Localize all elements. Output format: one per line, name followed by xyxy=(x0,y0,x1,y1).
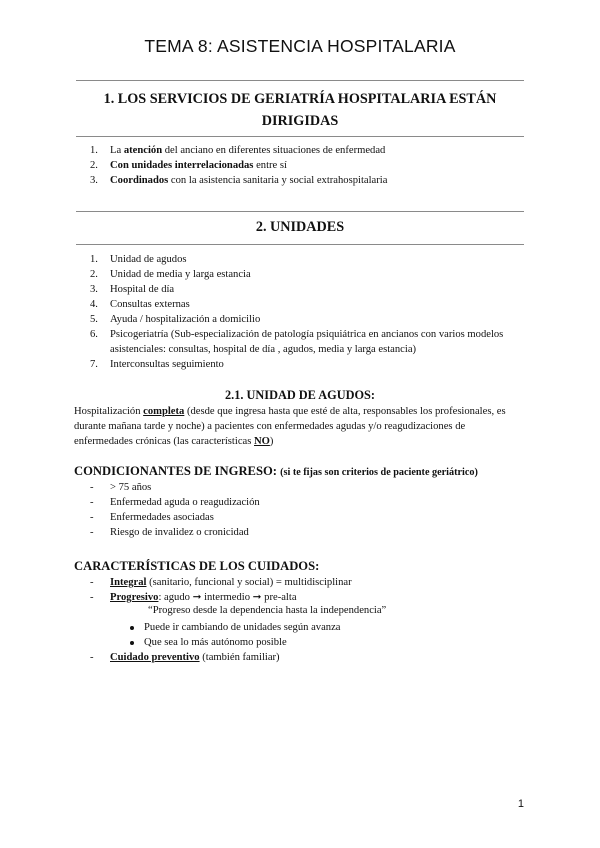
list-number: 3. xyxy=(90,175,98,186)
list-text: La xyxy=(110,145,124,156)
list-text: Enfermedad aguda o reagudización xyxy=(110,497,260,508)
dash-marker: - xyxy=(90,497,94,508)
cuidados-list xyxy=(90,575,520,605)
para-text: (desde que ingresa hasta que esté de alta, responsables los profesionales, es durante mañana tarde y noche) a pacientes con enfermedades agudas y/o reagudizaciones de enfermedades crónicas (las características xyxy=(74,406,506,447)
bullet-icon xyxy=(130,641,134,645)
list-text: con la asistencia sanitaria y social extrahospitalaria xyxy=(168,175,388,186)
list-text: Que sea lo más autónomo posible xyxy=(144,637,287,648)
list-item xyxy=(130,635,530,650)
list-text: del anciano en diferentes situaciones de enfermedad xyxy=(162,145,386,156)
progresivo-label: Progresivo xyxy=(110,592,159,603)
list-bold: Con unidades interrelacionadas xyxy=(110,160,254,171)
list-item xyxy=(90,282,530,297)
bullet-icon xyxy=(130,626,134,630)
divider xyxy=(76,211,524,212)
list-item xyxy=(90,252,530,267)
progress-quote: “Progreso desde la dependencia hasta la independencia” xyxy=(148,605,387,616)
list-text: (también familiar) xyxy=(199,652,280,663)
list-text: > 75 años xyxy=(110,482,152,493)
section2-list xyxy=(90,252,530,372)
list-item xyxy=(90,357,530,372)
list-item xyxy=(90,297,530,312)
list-item xyxy=(90,312,530,327)
dash-marker: - xyxy=(90,512,94,523)
list-text: (sanitario, funcional y social) = multidisciplinar xyxy=(146,577,352,588)
list-item xyxy=(130,620,530,635)
section1-heading xyxy=(76,88,524,132)
list-text: Unidad de media y larga estancia xyxy=(110,269,251,280)
list-number: 3. xyxy=(90,284,98,295)
divider xyxy=(76,136,524,137)
divider xyxy=(76,80,524,81)
para-text: ) xyxy=(269,436,274,447)
para-bold: completa xyxy=(143,406,185,417)
dash-marker: - xyxy=(90,482,94,493)
list-item xyxy=(90,510,520,525)
section2-heading: 2. UNIDADES xyxy=(255,219,345,235)
list-item xyxy=(90,143,530,158)
list-item xyxy=(90,480,520,495)
para-text: Hospitalización xyxy=(74,406,144,417)
progress-bullets xyxy=(130,620,530,650)
list-text: Consultas externas xyxy=(110,299,190,310)
list-number: 4. xyxy=(90,299,98,310)
list-text: Ayuda / hospitalización a domicilio xyxy=(110,314,261,325)
dash-marker: - xyxy=(90,527,94,538)
list-item xyxy=(90,327,530,357)
ingreso-list xyxy=(90,480,520,540)
ingreso-heading xyxy=(74,464,534,479)
preventivo-label: Cuidado preventivo xyxy=(110,652,200,663)
list-text: : agudo ➞ intermedio ➞ pre-alta xyxy=(158,592,297,603)
section1-heading-line1: 1. LOS SERVICIOS DE GERIATRÍA HOSPITALARIA ESTÁN xyxy=(103,91,497,107)
page-number: 1 xyxy=(517,798,524,810)
list-text: Enfermedades asociadas xyxy=(110,512,214,523)
list-item xyxy=(90,650,520,665)
integral-label: Integral xyxy=(110,577,147,588)
section1-heading-line2: DIRIGIDAS xyxy=(261,113,339,129)
list-item xyxy=(90,590,520,605)
ingreso-heading-note: (si te fijas son criterios de paciente geriátrico) xyxy=(280,467,478,478)
divider xyxy=(76,244,524,245)
list-text: Riesgo de invalidez o cronicidad xyxy=(110,527,249,538)
list-number: 1. xyxy=(90,145,98,156)
dash-marker: - xyxy=(90,592,94,603)
ingreso-heading-text: CONDICIONANTES DE INGRESO: xyxy=(74,464,277,478)
agudos-paragraph xyxy=(74,404,526,449)
agudos-heading: 2.1. UNIDAD DE AGUDOS: xyxy=(225,388,375,402)
list-number: 6. xyxy=(90,329,98,340)
list-item xyxy=(90,525,520,540)
list-item xyxy=(90,495,520,510)
list-number: 5. xyxy=(90,314,98,325)
list-text: Psicogeriatría (Sub-especialización de patología psiquiátrica en ancianos con varios modelos asistenciales: consultas, hospital de día , agudos, media y larga estancia) xyxy=(110,329,504,355)
list-item xyxy=(90,158,530,173)
list-item xyxy=(90,173,530,188)
list-text: Interconsultas seguimiento xyxy=(110,359,224,370)
section1-list xyxy=(90,143,530,188)
list-number: 7. xyxy=(90,359,98,370)
list-item xyxy=(90,267,530,282)
list-item xyxy=(90,575,520,590)
list-text: Unidad de agudos xyxy=(110,254,187,265)
list-text: Hospital de día xyxy=(110,284,175,295)
cuidados-list-2 xyxy=(90,650,520,665)
list-number: 2. xyxy=(90,269,98,280)
list-text: Puede ir cambiando de unidades según avanza xyxy=(144,622,341,633)
list-number: 1. xyxy=(90,254,98,265)
dash-marker: - xyxy=(90,652,94,663)
list-number: 2. xyxy=(90,160,98,171)
para-bold: NO xyxy=(254,436,270,447)
list-text: entre sí xyxy=(253,160,287,171)
cuidados-heading: CARACTERÍSTICAS DE LOS CUIDADOS: xyxy=(74,559,320,573)
page-title: TEMA 8: ASISTENCIA HOSPITALARIA xyxy=(144,36,456,56)
dash-marker: - xyxy=(90,577,94,588)
list-bold: atención xyxy=(123,145,163,156)
list-bold: Coordinados xyxy=(110,175,169,186)
